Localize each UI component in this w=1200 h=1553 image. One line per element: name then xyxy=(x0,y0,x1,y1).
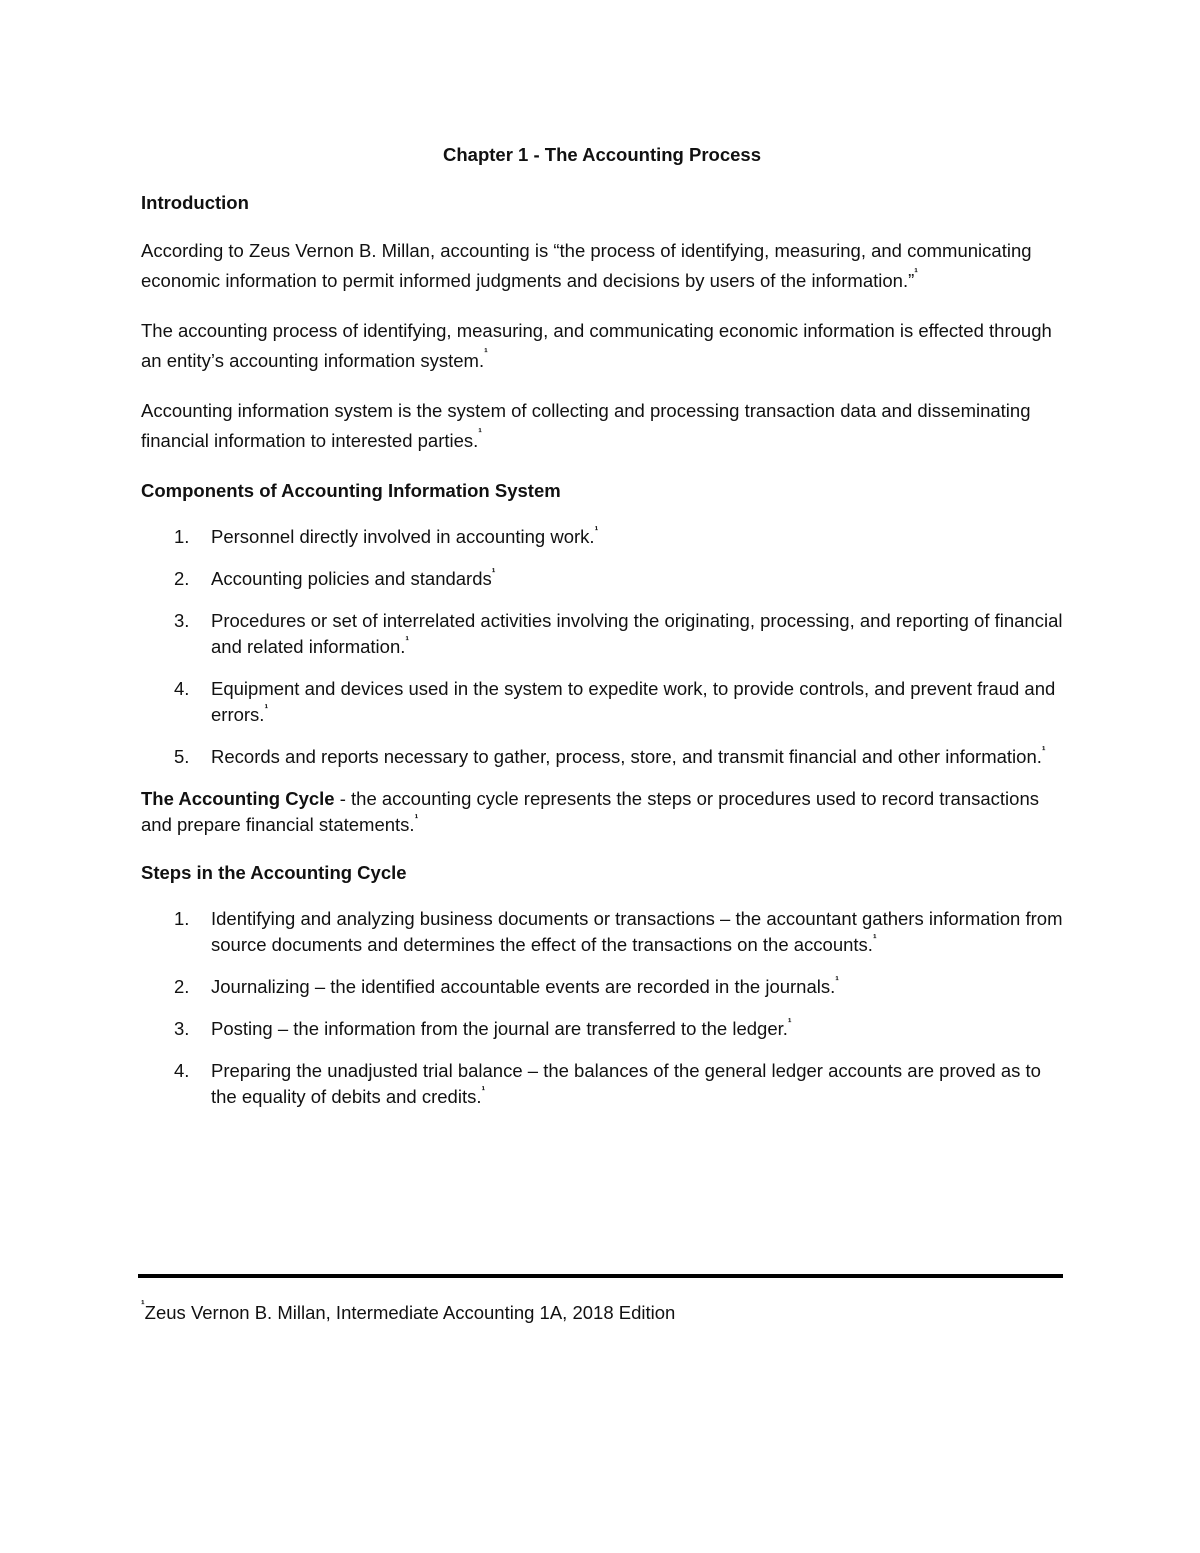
intro-paragraph-3 xyxy=(141,396,1063,456)
footnote-mark: ¹ xyxy=(872,933,877,945)
footnote xyxy=(141,1298,1063,1328)
page-title: Chapter 1 - The Accounting Process xyxy=(443,144,761,165)
list-text: Accounting policies and standards xyxy=(211,568,492,589)
steps-list xyxy=(141,906,1063,1110)
paragraph-text: According to Zeus Vernon B. Millan, accounting is “the process of identifying, measuring, and communicating economic information to permit informed judgments and decisions by users of the information.” xyxy=(141,240,1032,291)
list-text: Procedures or set of interrelated activities involving the originating, processing, and reporting of financial and related information. xyxy=(211,610,1063,657)
footnote-mark: ¹ xyxy=(484,347,488,359)
footnote-mark: ¹ xyxy=(491,567,496,579)
intro-heading: Introduction xyxy=(141,192,249,213)
paragraph-text: The accounting process of identifying, measuring, and communicating economic information is effected through an entity’s accounting information system. xyxy=(141,320,1052,371)
footnote-mark: ¹ xyxy=(478,427,482,439)
accounting-cycle-paragraph xyxy=(141,786,1063,838)
list-number: 1. xyxy=(174,908,190,929)
footnote-separator xyxy=(138,1274,1063,1278)
footnote-mark: ¹ xyxy=(264,703,269,715)
intro-paragraph-2 xyxy=(141,316,1063,376)
list-number: 1. xyxy=(174,526,190,547)
list-number: 4. xyxy=(174,678,190,699)
list-text: Records and reports necessary to gather, process, store, and transmit financial and other information. xyxy=(211,746,1042,767)
list-item xyxy=(141,906,1063,958)
footnote-mark: ¹ xyxy=(141,1299,145,1311)
paragraph-text: Accounting information system is the system of collecting and processing transaction data and disseminating financial information to interested parties. xyxy=(141,400,1031,451)
list-text: Posting – the information from the journal are transferred to the ledger. xyxy=(211,1018,788,1039)
footnote-mark: ¹ xyxy=(835,975,839,987)
list-number: 4. xyxy=(174,1060,190,1081)
footnote-mark: ¹ xyxy=(594,525,599,537)
accounting-cycle-definition: - the accounting cycle represents the steps or procedures used to record transactions and prepare financial statements. xyxy=(141,788,1039,835)
footnote-mark: ¹ xyxy=(787,1017,792,1029)
list-text: Identifying and analyzing business documents or transactions – the accountant gathers information from source documents and determines the effect of the transactions on the accounts. xyxy=(211,908,1063,955)
list-text: Personnel directly involved in accounting work. xyxy=(211,526,595,547)
list-item xyxy=(141,566,1063,592)
list-text: Journalizing – the identified accountable events are recorded in the journals. xyxy=(211,976,836,997)
steps-heading: Steps in the Accounting Cycle xyxy=(141,862,407,883)
footnote-mark: ¹ xyxy=(414,813,419,825)
list-item xyxy=(141,608,1063,660)
list-item xyxy=(141,524,1063,550)
document-page xyxy=(141,140,1063,1126)
list-item xyxy=(141,974,1063,1000)
list-item xyxy=(141,676,1063,728)
list-number: 2. xyxy=(174,976,190,997)
components-list xyxy=(141,524,1063,770)
list-text: Preparing the unadjusted trial balance – the balances of the general ledger accounts are proved as to the equality of debits and credits. xyxy=(211,1060,1041,1107)
list-number: 5. xyxy=(174,746,190,767)
footnote-mark: ¹ xyxy=(914,267,918,279)
list-item xyxy=(141,1058,1063,1110)
list-number: 2. xyxy=(174,568,190,589)
accounting-cycle-term: The Accounting Cycle xyxy=(141,788,335,809)
footnote-mark: ¹ xyxy=(405,635,410,647)
footnote-text: Zeus Vernon B. Millan, Intermediate Accounting 1A, 2018 Edition xyxy=(144,1302,676,1323)
intro-paragraph-1 xyxy=(141,236,1063,296)
components-heading: Components of Accounting Information System xyxy=(141,480,561,501)
list-text: Equipment and devices used in the system to expedite work, to provide controls, and prevent fraud and errors. xyxy=(211,678,1056,725)
list-item xyxy=(141,1016,1063,1042)
list-number: 3. xyxy=(174,1018,190,1039)
list-number: 3. xyxy=(174,610,190,631)
footnote-mark: ¹ xyxy=(481,1085,486,1097)
list-item xyxy=(141,744,1063,770)
footnote-mark: ¹ xyxy=(1041,745,1046,757)
